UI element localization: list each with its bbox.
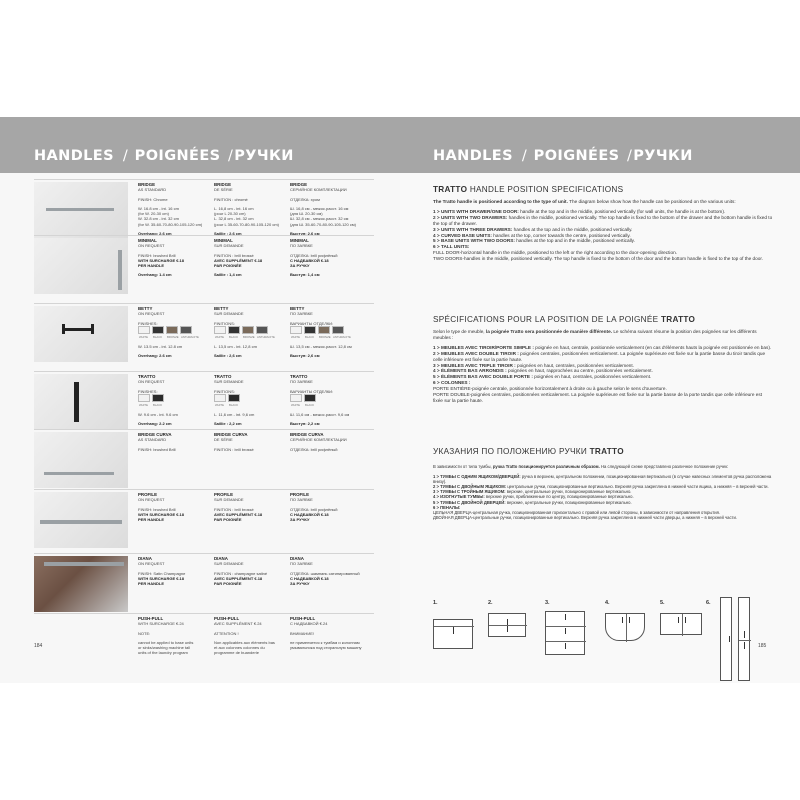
spec-l1: FINITION : brill brossé (214, 446, 254, 452)
handle-spec-ru (290, 556, 364, 586)
spec-l2: WITH SURCHARGE €.18 (138, 257, 185, 263)
spec-l1: FINITION : chromé (214, 196, 248, 202)
handle-spec-fr (214, 616, 288, 656)
spec-sub: ON REQUEST (138, 243, 165, 249)
spec-l2: Non applicables aux éléments bas (214, 639, 275, 645)
finish-swatch (228, 326, 240, 339)
finish-swatch-label: BLACK (305, 403, 315, 407)
finish-swatch-label: ANTHRACITE (257, 335, 275, 339)
position-spec-value: poignées en haut, rapprochées au centre, positionnées verticalement. (507, 368, 653, 374)
spec-l6: Overhang: 1.4 cm (138, 272, 172, 278)
handle-shape (62, 324, 65, 334)
spec-name: TRATTO (138, 374, 156, 379)
spec-sub: СЕРИЙНОЕ КОМПЛЕКТАЦИИ (290, 187, 347, 193)
diagram-label-6: 6. (706, 600, 711, 606)
spec-l2: не применяется к тумбам и колоннам (290, 639, 360, 645)
spec-l2: С НАДБАВКОЙ €.18 (290, 511, 329, 517)
finish-swatch (228, 394, 240, 407)
handle-photo (34, 556, 128, 612)
position-spec-value: верхние, центральные ручки, позиционированные вертикально. (506, 499, 632, 505)
spec-l4: Ш. 13,5 см - межос.расст. 12,8 см (290, 343, 352, 349)
handle-row (34, 179, 374, 235)
spec-l2: W. 16.8 cm - int. 16 cm (138, 205, 179, 211)
position-spec-key: 5 > ÉLÉMENTS BAS AVEC DOUBLE PORTE : (433, 374, 533, 380)
spec-name: PUSH-PULL (214, 616, 240, 621)
diagram-label-1: 1. (433, 600, 438, 606)
position-spec-value: handles at the top and in the middle, positioned vertically. (516, 238, 635, 244)
spec-l3: et aux colonnes colonnes du (214, 645, 265, 651)
spec-name: MINIMAL (138, 238, 157, 243)
handle-row (34, 553, 374, 613)
spec-l3: or sinks/washing machine tall (138, 645, 191, 651)
spec-l3: ЗА РУЧКУ (290, 581, 310, 587)
spec-sub: ON REQUEST (138, 497, 165, 503)
fr-tail-2: PORTE DOUBLE-poignées centrales, positionnées verticalement. La poignée supérieure est fixée sur la partie basse de la porte tandis que celle inférieure est fixée sur la partie haute. (433, 392, 763, 403)
position-spec-key: 5 > BASE UNITS WITH TWO DOORS: (433, 238, 515, 244)
handle-row (34, 235, 374, 303)
handle-photo (34, 238, 128, 294)
finish-swatch (214, 394, 226, 407)
spec-l1: FINISHES: (138, 388, 158, 394)
diagram-unit-one-door (433, 619, 473, 649)
finish-swatches (138, 394, 164, 407)
spec-l1: ВНИМАНИЕ! (290, 630, 314, 636)
diagram-label-4: 4. (605, 600, 610, 606)
position-spec-key: 4 > ÉLÉMENTS BAS ARRONDIS : (433, 368, 507, 374)
spec-l3: (pour L 20-30 cm) (214, 211, 246, 217)
spec-name: PROFILE (290, 492, 310, 497)
spec-l3: умывальника под стиральную машину (290, 645, 362, 651)
diagram-label-2: 2. (488, 600, 493, 606)
finish-swatch (214, 326, 226, 339)
spec-sub: SUR DEMANDE (214, 379, 244, 385)
spec-l2: L. 16,8 cm - int. 16 cm (214, 205, 254, 211)
position-spec-key: 3 > MEUBLES AVEC TRIPLE TIROIR : (433, 362, 516, 368)
spec-l4: W. 32.8 cm - int. 32 cm (138, 216, 179, 222)
position-spec-value: верхние, центральные ручки, позиционированные вертикально. (506, 489, 632, 495)
handle-photo (34, 492, 128, 548)
handle-shape (118, 250, 122, 290)
spec-l1: FINISHES: (138, 320, 158, 326)
spec-l1: FINITIONS: (214, 388, 235, 394)
spec-l4: L. 13,5 cm - int. 12,8 cm (214, 343, 257, 349)
spec-sub: DE SÉRIE (214, 437, 233, 443)
spec-sub: WITH SURCHARGE €.24 (138, 621, 184, 627)
spec-l1: ОТДЕЛКА: шампань сатинированный (290, 570, 360, 576)
finish-swatch-label: BLACK (305, 335, 315, 339)
page-number-left: 184 (34, 643, 43, 649)
position-spec-value: poignées en haut, centrales, positionnées verticalement. (534, 374, 652, 380)
spec-l3: ЗА РУЧКУ (290, 517, 310, 523)
spec-l5: (for W. 35-60-70-80-90-105-120 cm) (138, 221, 203, 227)
spec-l1: NOTE: (138, 630, 151, 636)
diagram-label-3: 3. (545, 600, 550, 606)
spec-l6: Saillie : 2,6 cm (214, 353, 242, 359)
right-page (400, 117, 800, 683)
spec-name: DIANA (214, 556, 228, 561)
handle-photo (34, 432, 128, 488)
spec-sub: ПО ЗАЯВКЕ (290, 243, 313, 249)
position-spec-key: 3 > ТУМБЫ С ТРОЙНЫМ ЯЩИКОМ: (433, 489, 506, 495)
diagram-unit-curved (605, 613, 645, 641)
finish-swatch (138, 326, 150, 339)
spec-l4: L. 32,8 cm - int. 32 cm (214, 216, 254, 222)
spec-name: DIANA (138, 556, 152, 561)
spec-l4: programme de buanderie (214, 650, 259, 656)
finish-swatch-label: BRONZE (319, 335, 331, 339)
spec-l3: PER HANDLE (138, 263, 165, 269)
spec-name: MINIMAL (214, 238, 233, 243)
spec-name: BRIDGE CURVA (214, 432, 248, 437)
finish-swatch (138, 394, 150, 407)
position-spec-key: 2 > UNITS WITH TWO DRAWERS: (433, 214, 508, 220)
spec-name: BETTY (290, 306, 305, 311)
spec-name: BRIDGE CURVA (290, 432, 324, 437)
handle-shape (44, 472, 114, 475)
diagram-tall-unit-full-door (720, 597, 732, 681)
spec-name: TRATTO (214, 374, 232, 379)
spec-l2: AVEC SUPPLÉMENT €.18 (214, 575, 263, 581)
spec-l3: (for W. 20-30 cm) (138, 211, 169, 217)
spec-l1: FINISH: brushed Brill (138, 252, 176, 258)
en-tail-1: FULL DOOR-horizontal handle in the middle, positioned to the left or the right according to the door-opening direction. (433, 250, 677, 256)
spec-l1: FINITION : champagne satiné (214, 570, 268, 576)
handle-spec-en (138, 616, 212, 656)
finish-swatch (242, 326, 255, 339)
spec-l2: С НАДБАВКОЙ €.18 (290, 575, 329, 581)
handle-spec-ru (290, 238, 364, 278)
position-spec-value: ручка в верхнем, центральном положении, позиционированная вертикально (в случае навесных элементов ручка расположена внизу). (433, 474, 772, 485)
en-section (433, 185, 773, 262)
finish-swatch (180, 326, 199, 339)
spec-l1: FINISH: brushed Brill (138, 506, 176, 512)
spec-l3: PAR POIGNÉE (214, 263, 242, 269)
ru-section-title: УКАЗАНИЯ ПО ПОЛОЖЕНИЮ РУЧКИ TRATTO (433, 447, 624, 456)
handle-photo (34, 306, 128, 362)
position-spec-value: poignées en haut, centrales, positionnées verticalement. (517, 362, 635, 368)
handle-row (34, 489, 374, 553)
spec-l4: W. 13.5 cm - int. 12.8 cm (138, 343, 183, 349)
spec-l2: cannot be applied to base units (138, 639, 194, 645)
position-spec-key: 6 > TALL UNITS: (433, 244, 470, 250)
spec-l4: units of the laundry program (138, 650, 188, 656)
spec-sub: С НАДБАВКОЙ €.24 (290, 621, 328, 627)
spec-name: BRIDGE (138, 182, 156, 187)
spec-l1: FINISH: brushed Brill (138, 446, 176, 452)
spec-sub: ПО ЗАЯВКЕ (290, 497, 313, 503)
diagram-tall-unit-two-doors (738, 597, 750, 681)
finish-swatch (152, 326, 164, 339)
ru-list (433, 474, 773, 510)
spec-name: TRATTO (290, 374, 308, 379)
position-spec-key: 6 > COLONNES : (433, 380, 471, 386)
spec-name: PROFILE (214, 492, 234, 497)
position-spec-key: 6 > ПЕНАЛЫ: (433, 504, 461, 510)
spec-l6: Saillie : 2,6 cm (214, 231, 242, 237)
position-spec-item (433, 474, 773, 484)
finish-swatches (290, 394, 316, 407)
fr-section (433, 315, 773, 404)
handle-shape (44, 562, 124, 566)
diagram-unit-three-drawers (545, 611, 585, 655)
spec-sub: SUR DEMANDE (214, 497, 244, 503)
spec-l2: AVEC SUPPLÉMENT €.18 (214, 257, 263, 263)
en-section-title: TRATTO HANDLE POSITION SPECIFICATIONS (433, 185, 624, 194)
spec-l4: Ш. 32,8 см - межос.расст. 32 см (290, 216, 349, 222)
handle-spec-fr (214, 432, 288, 452)
finish-swatch (318, 326, 331, 339)
spec-l4: W. 9.6 cm - int. 9.6 cm (138, 411, 178, 417)
handle-spec-ru (290, 616, 364, 650)
spec-l3: PAR POIGNÉE (214, 517, 242, 523)
position-spec-value: handle at the top and in the middle, positioned vertically (for wall units, the handle is at the bottom). (520, 208, 726, 214)
diagram-label-5: 5. (660, 600, 665, 606)
handle-spec-en (138, 556, 212, 586)
handle-spec-en (138, 492, 212, 522)
left-page (0, 117, 400, 683)
spec-sub: DE SÉRIE (214, 187, 233, 193)
position-spec-value: верхние ручки, приближенные по центру, позиционированные вертикально. (485, 494, 634, 500)
spec-l6: Выступ: 2,6 см (290, 231, 320, 237)
spec-l3: PER HANDLE (138, 517, 165, 523)
spec-l1: FINITION : brill brossé (214, 252, 254, 258)
page-number-right: 185 (758, 643, 767, 649)
spec-l4: L. 11,6 cm - int. 9,6 cm (214, 411, 255, 417)
spec-sub: ON REQUEST (138, 561, 165, 567)
spec-sub: AS STANDARD (138, 437, 167, 443)
spec-l6: Выступ: 2,2 см (290, 421, 320, 427)
spec-sub: AVEC SUPPLÉMENT €.24 (214, 621, 262, 627)
handle-spec-fr (214, 182, 288, 236)
en-list (433, 209, 773, 250)
finish-swatch-label: WHITE (215, 335, 225, 339)
handle-spec-ru (290, 182, 364, 236)
ru-intro: В зависимости от типа тумбы, ручка Tratto позиционируется различным образом. На следующей схеме представлено различное положение ручек: (433, 464, 729, 469)
fr-tail-1: PORTE ENTIÈRE-poignée centrale, positionnée horizontalement à droite ou à gauche selon le sens d'ouverture. (433, 386, 667, 392)
finish-swatches (214, 394, 240, 407)
position-spec-value: poignée en haut, centrale, positionnée verticalement (en cas d'éléments hauts la poignée est positionnée en bas). (535, 344, 772, 350)
spec-l2: С НАДБАВКОЙ €.18 (290, 257, 329, 263)
catalog-spread (0, 117, 800, 683)
ru-tail-1: ЦЕЛЬНАЯ ДВЕРЦА-центральная ручка, позиционированная горизонтально с правой или левой стороны, в зависимости от направления открытия. (433, 509, 721, 515)
handle-spec-fr (214, 238, 288, 278)
position-spec-key: 4 > CURVED BASE UNITS: (433, 232, 492, 238)
spec-sub: ON REQUEST (138, 311, 165, 317)
position-spec-value: центральные ручки, позиционированные вертикально. Верхняя ручка закреплена в нижней части ящика, а нижняя – в верхней части. (507, 484, 769, 490)
finish-swatch-label: BLACK (153, 335, 163, 339)
spec-name: BRIDGE CURVA (138, 432, 172, 437)
en-tail-2: TWO DOORS-handles in the middle, positioned vertically. The top handle is fixed to the bottom of the door and the bottom handle is fixed to the top of the door. (433, 256, 763, 262)
spec-l5: (для Ш. 35-60-70-80-90-105-120 см) (290, 221, 356, 227)
finish-swatch (166, 326, 179, 339)
fr-intro: Selon le type de meuble, la poignée Tratto sera positionnée de manière différente. Le schéma suivant résume la position des poignées sur les différents meubles : (433, 329, 757, 340)
position-spec-key: 2 > ТУМБЫ С ДВОЙНЫМ ЯЩИКОМ: (433, 484, 507, 490)
handle-shape (64, 328, 92, 331)
spec-l4: Ш. 11,6 см - межос.расст. 9,6 см (290, 411, 350, 417)
handle-row (34, 303, 374, 371)
position-spec-key: 1 > UNITS WITH DRAWER/ONE DOOR: (433, 208, 519, 214)
finish-swatch-label: BLACK (229, 403, 239, 407)
handle-shape (46, 208, 114, 211)
handle-spec-ru (290, 492, 364, 522)
spec-sub: ПО ЗАЯВКЕ (290, 561, 313, 567)
spec-sub: СЕРИЙНОЕ КОМПЛЕКТАЦИИ (290, 437, 347, 443)
spec-l6: Overhang: 2.2 cm (138, 421, 172, 427)
handle-spec-en (138, 432, 212, 452)
spec-name: BRIDGE (214, 182, 232, 187)
position-spec-value: handles at the top, corner towards the centre, positioned vertically. (493, 232, 631, 238)
spec-sub: ПО ЗАЯВКЕ (290, 379, 313, 385)
spec-sub: ON REQUEST (138, 379, 165, 385)
finish-swatches (214, 326, 275, 339)
left-header-band (0, 117, 400, 173)
finish-swatch (304, 326, 316, 339)
spec-l6: Выступ: 2,6 см (290, 353, 320, 359)
en-intro: The Tratto handle is positioned according to the type of unit. The diagram below show how the handle can be positioned on the various units: (433, 199, 736, 204)
spec-l1: FINITION : brill brossé (214, 506, 254, 512)
spec-name: DIANA (290, 556, 304, 561)
spec-sub: AS STANDARD (138, 187, 167, 193)
spec-sub: SUR DEMANDE (214, 243, 244, 249)
position-spec-value: handles at the top and in the middle, positioned vertically. (513, 226, 633, 232)
handle-row (34, 613, 374, 673)
spec-l1: ОТДЕЛКА: хром (290, 196, 320, 202)
handle-shape (91, 324, 94, 334)
handle-spec-en (138, 238, 212, 278)
spec-l1: ATTENTION ! (214, 630, 239, 636)
spec-l3: PAR POIGNÉE (214, 581, 242, 587)
finish-swatch (290, 326, 302, 339)
spec-sub: ПО ЗАЯВКЕ (290, 311, 313, 317)
spec-name: PUSH-PULL (138, 616, 164, 621)
handle-photo (34, 182, 128, 238)
position-spec-key: 1 > MEUBLES AVEC TIROIR/PORTE SIMPLE : (433, 344, 534, 350)
spec-name: BRIDGE (290, 182, 308, 187)
fr-section-title: SPÉCIFICATIONS POUR LA POSITION DE LA POIGNÉE TRATTO (433, 315, 696, 324)
spec-l2: Ш. 16,8 см - межос.расст. 16 см (290, 205, 349, 211)
finish-swatch (304, 394, 316, 407)
finish-swatch-label: ANTHRACITE (333, 335, 351, 339)
spec-l1: ОТДЕЛКА: brill рифлёный (290, 252, 338, 258)
handle-row (34, 429, 374, 489)
spec-name: BETTY (214, 306, 229, 311)
spec-l1: FINISH: Satin Champagne (138, 570, 186, 576)
spec-name: BETTY (138, 306, 153, 311)
finish-swatch-label: BRONZE (167, 335, 179, 339)
spec-l1: FINITIONS: (214, 320, 235, 326)
ru-tail-2: ДВОЙНАЯ ДВЕРЦА-центральные ручки, позиционированные вертикально. Верхняя ручка закреплена в нижней части дверцы, а нижняя – в верхней части. (433, 514, 737, 520)
finish-swatch-label: BLACK (229, 335, 239, 339)
ru-section (433, 447, 773, 520)
finish-swatch-label: WHITE (215, 403, 225, 407)
position-spec-key: 1 > ТУМБЫ С ОДНИМ ЯЩИКОМ/ДВЕРЦЕЙ: (433, 474, 521, 480)
position-spec-item (433, 351, 773, 363)
finish-swatch (152, 394, 164, 407)
finish-swatch-label: WHITE (291, 403, 301, 407)
handle-shape (40, 520, 122, 524)
spec-sub: SUR DEMANDE (214, 311, 244, 317)
spec-l1: ОТДЕЛКА: brill рифлёный (290, 506, 338, 512)
position-spec-key: 5 > ТУМБЫ С ДВОЙНОЙ ДВЕРЦЕЙ: (433, 499, 506, 505)
finish-swatches (138, 326, 199, 339)
right-page-title: HANDLES / POIGNÉES /РУЧКИ (433, 148, 693, 164)
position-spec-value: poignées centrales, positionnées verticalement. La poignée supérieure est fixée sur la partie basse du tiroir tandis que celle inférieure est fixée sur la partie haute. (433, 350, 766, 362)
spec-l6: Overhang: 2.6 cm (138, 231, 172, 237)
diagram-unit-two-doors (660, 613, 702, 635)
finish-swatch-label: WHITE (139, 403, 149, 407)
position-spec-key: 3 > UNITS WITH THREE DRAWERS: (433, 226, 513, 232)
spec-l2: AVEC SUPPLÉMENT €.18 (214, 511, 263, 517)
left-page-title: HANDLES / POIGNÉES /РУЧКИ (34, 148, 294, 164)
handle-shape (74, 382, 79, 422)
spec-sub: SUR DEMANDE (214, 561, 244, 567)
handle-photo (34, 374, 128, 430)
finish-swatch (256, 326, 275, 339)
spec-l5: (pour L 35-60-70-80-90-105-120 cm) (214, 221, 279, 227)
spec-l1: ВАРИАНТЫ ОТДЕЛКИ: (290, 388, 334, 394)
spec-l3: PER HANDLE (138, 581, 165, 587)
position-spec-key: 2 > MEUBLES AVEC DOUBLE TIROIR : (433, 350, 519, 356)
finish-swatch (332, 326, 351, 339)
spec-name: PUSH-PULL (290, 616, 316, 621)
handle-spec-en (138, 182, 212, 236)
position-spec-key: 4 > ИЗОГНУТЫЕ ТУМБЫ: (433, 494, 485, 500)
finish-swatch-label: BRONZE (243, 335, 255, 339)
spec-l1: FINISH: Chrome (138, 196, 168, 202)
handle-spec-fr (214, 492, 288, 522)
finish-swatch-label: BLACK (153, 403, 163, 407)
position-spec-value: handles in the middle, positioned vertically. The top handle is fixed to the bottom of the drawer and the bottom handle is fixed to the top of the drawer. (433, 214, 773, 226)
spec-l6: Saillie : 1,4 cm (214, 272, 242, 278)
finish-swatch-label: WHITE (291, 335, 301, 339)
handle-spec-fr (214, 556, 288, 586)
spec-l3: (для Ш. 20-30 см) (290, 211, 323, 217)
spec-l1: ОТДЕЛКА: brill рифлёный (290, 446, 338, 452)
spec-name: PROFILE (138, 492, 158, 497)
spec-l2: WITH SURCHARGE €.18 (138, 511, 185, 517)
diagram-unit-two-drawers (488, 613, 526, 637)
finish-swatch (290, 394, 302, 407)
spec-l3: ЗА РУЧКУ (290, 263, 310, 269)
handle-spec-ru (290, 432, 364, 452)
finish-swatch-label: WHITE (139, 335, 149, 339)
right-header-band (400, 117, 800, 173)
spec-l6: Overhang: 2.6 cm (138, 353, 172, 359)
finish-swatch-label: ANTHRACITE (181, 335, 199, 339)
finish-swatches (290, 326, 351, 339)
spec-name: MINIMAL (290, 238, 309, 243)
spec-l6: Выступ: 1,4 см (290, 272, 320, 278)
spec-l1: ВАРИАНТЫ ОТДЕЛКИ: (290, 320, 334, 326)
fr-list (433, 345, 773, 386)
spec-l2: WITH SURCHARGE €.18 (138, 575, 185, 581)
handle-row (34, 371, 374, 429)
spec-l6: Saillie : 2,2 cm (214, 421, 242, 427)
position-spec-item (433, 215, 773, 227)
